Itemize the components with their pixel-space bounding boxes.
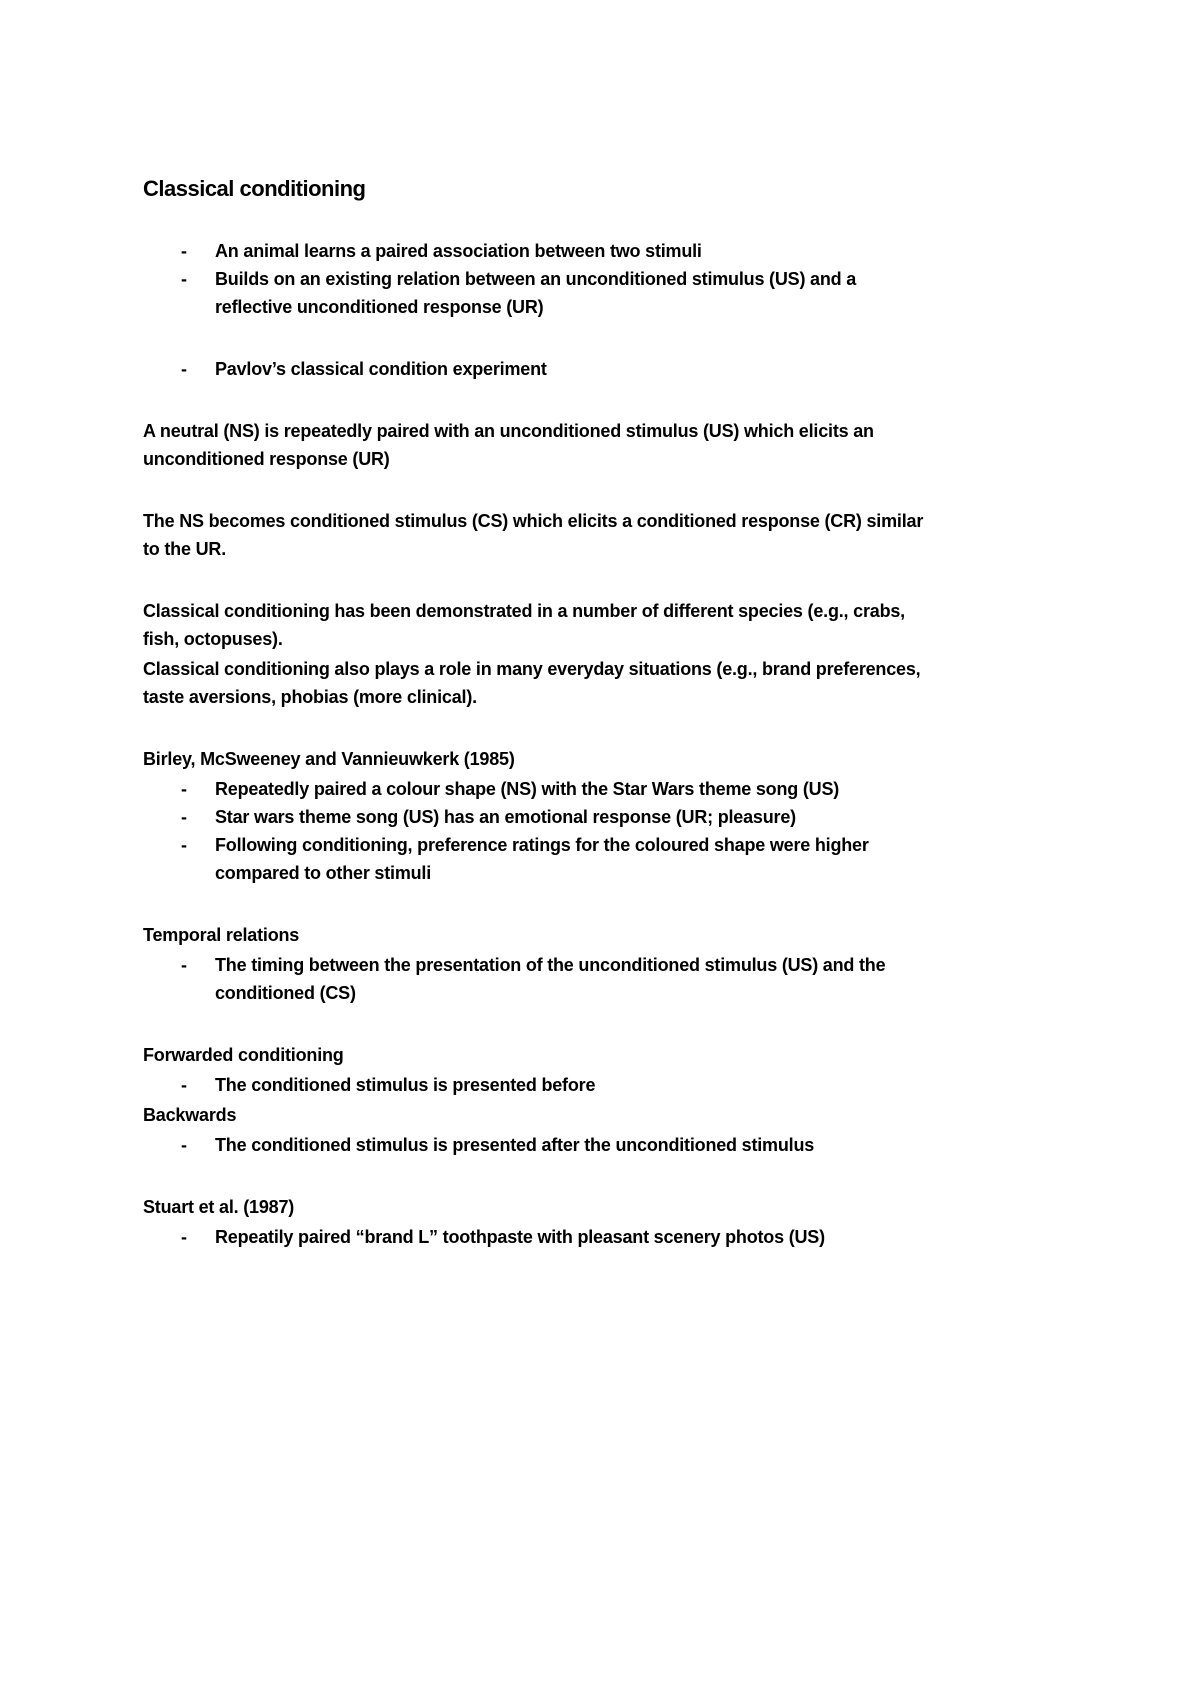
bullet-text: The conditioned stimulus is presented after the unconditioned stimulus	[215, 1135, 815, 1155]
paragraph-line: fish, octopuses).	[143, 629, 283, 649]
bullet-text: An animal learns a paired association between two stimuli	[215, 241, 702, 261]
bullet-text: Star wars theme song (US) has an emotional response (UR; pleasure)	[215, 807, 796, 827]
bullet-text: Pavlov’s classical condition experiment	[215, 359, 547, 379]
blank-line	[143, 713, 1070, 743]
bullet-dash-icon: -	[181, 359, 187, 379]
paragraph	[143, 417, 1070, 473]
bullet-list	[143, 1223, 1070, 1251]
bullet-text: Repeatily paired “brand L” toothpaste with pleasant scenery photos (US)	[215, 1227, 825, 1247]
blank-line	[143, 205, 1070, 235]
paragraph-line: Backwards	[143, 1105, 237, 1125]
bullet-list	[143, 775, 1070, 887]
bullet-text: Builds on an existing relation between an unconditioned stimulus (US) and a	[215, 269, 857, 289]
bullet-text: The conditioned stimulus is presented before	[215, 1075, 596, 1095]
bullet-dash-icon: -	[181, 1135, 187, 1155]
bullet-item	[143, 1071, 1070, 1099]
bullet-dash-icon: -	[181, 779, 187, 799]
paragraph-line: taste aversions, phobias (more clinical).	[143, 687, 477, 707]
bullet-dash-icon: -	[181, 1075, 187, 1095]
bullet-dash-icon: -	[181, 835, 187, 855]
paragraph-line: Temporal relations	[143, 925, 300, 945]
blank-line	[143, 889, 1070, 919]
paragraph	[143, 507, 1070, 563]
bullet-list	[143, 1071, 1070, 1099]
paragraph	[143, 655, 1070, 711]
blank-line	[143, 323, 1070, 353]
paragraph-line: A neutral (NS) is repeatedly paired with an unconditioned stimulus (US) which elicits an	[143, 421, 874, 441]
paragraph	[143, 1193, 1070, 1221]
bullet-list	[143, 355, 1070, 383]
bullet-dash-icon: -	[181, 1227, 187, 1247]
bullet-item	[143, 803, 1070, 831]
bullet-dash-icon: -	[181, 807, 187, 827]
bullet-text: Following conditioning, preference ratings for the coloured shape were higher	[215, 835, 869, 855]
bullet-item	[143, 831, 1070, 859]
bullet-continuation-line: compared to other stimuli	[215, 863, 432, 883]
bullet-item	[143, 1131, 1070, 1159]
blank-line	[143, 1009, 1070, 1039]
paragraph	[143, 745, 1070, 773]
paragraph-line: to the UR.	[143, 539, 226, 559]
blank-line	[143, 385, 1070, 415]
bullet-item	[143, 1223, 1070, 1251]
paragraph-line: Classical conditioning also plays a role in many everyday situations (e.g., brand preferences,	[143, 659, 921, 679]
bullet-dash-icon: -	[181, 269, 187, 289]
paragraph-line: Classical conditioning has been demonstrated in a number of different species (e.g., crabs,	[143, 601, 905, 621]
bullet-text: Repeatedly paired a colour shape (NS) with the Star Wars theme song (US)	[215, 779, 840, 799]
paragraph	[143, 597, 1070, 653]
bullet-list	[143, 237, 1070, 321]
bullet-continuation-line: conditioned (CS)	[215, 983, 356, 1003]
blank-line	[143, 1161, 1070, 1191]
bullet-list	[143, 951, 1070, 1007]
paragraph-line: The NS becomes conditioned stimulus (CS) which elicits a conditioned response (CR) similar	[143, 511, 924, 531]
page-title: Classical conditioning	[143, 176, 366, 201]
bullet-text: The timing between the presentation of the unconditioned stimulus (US) and the	[215, 955, 886, 975]
bullet-item	[143, 951, 1070, 979]
paragraph	[143, 1101, 1070, 1129]
paragraph-line: Birley, McSweeney and Vannieuwkerk (1985)	[143, 749, 515, 769]
paragraph-line: Forwarded conditioning	[143, 1045, 344, 1065]
paragraph	[143, 921, 1070, 949]
paragraph	[143, 1041, 1070, 1069]
bullet-item	[143, 355, 1070, 383]
bullet-list	[143, 1131, 1070, 1159]
paragraph-line: Stuart et al. (1987)	[143, 1197, 295, 1217]
bullet-item	[143, 775, 1070, 803]
heading-block	[143, 175, 1070, 203]
bullet-dash-icon: -	[181, 241, 187, 261]
paragraph-line: unconditioned response (UR)	[143, 449, 390, 469]
blank-line	[143, 565, 1070, 595]
bullet-item	[143, 237, 1070, 265]
bullet-dash-icon: -	[181, 955, 187, 975]
bullet-continuation-line: reflective unconditioned response (UR)	[215, 297, 544, 317]
document-content	[143, 175, 1070, 1251]
blank-line	[143, 475, 1070, 505]
bullet-item	[143, 265, 1070, 293]
